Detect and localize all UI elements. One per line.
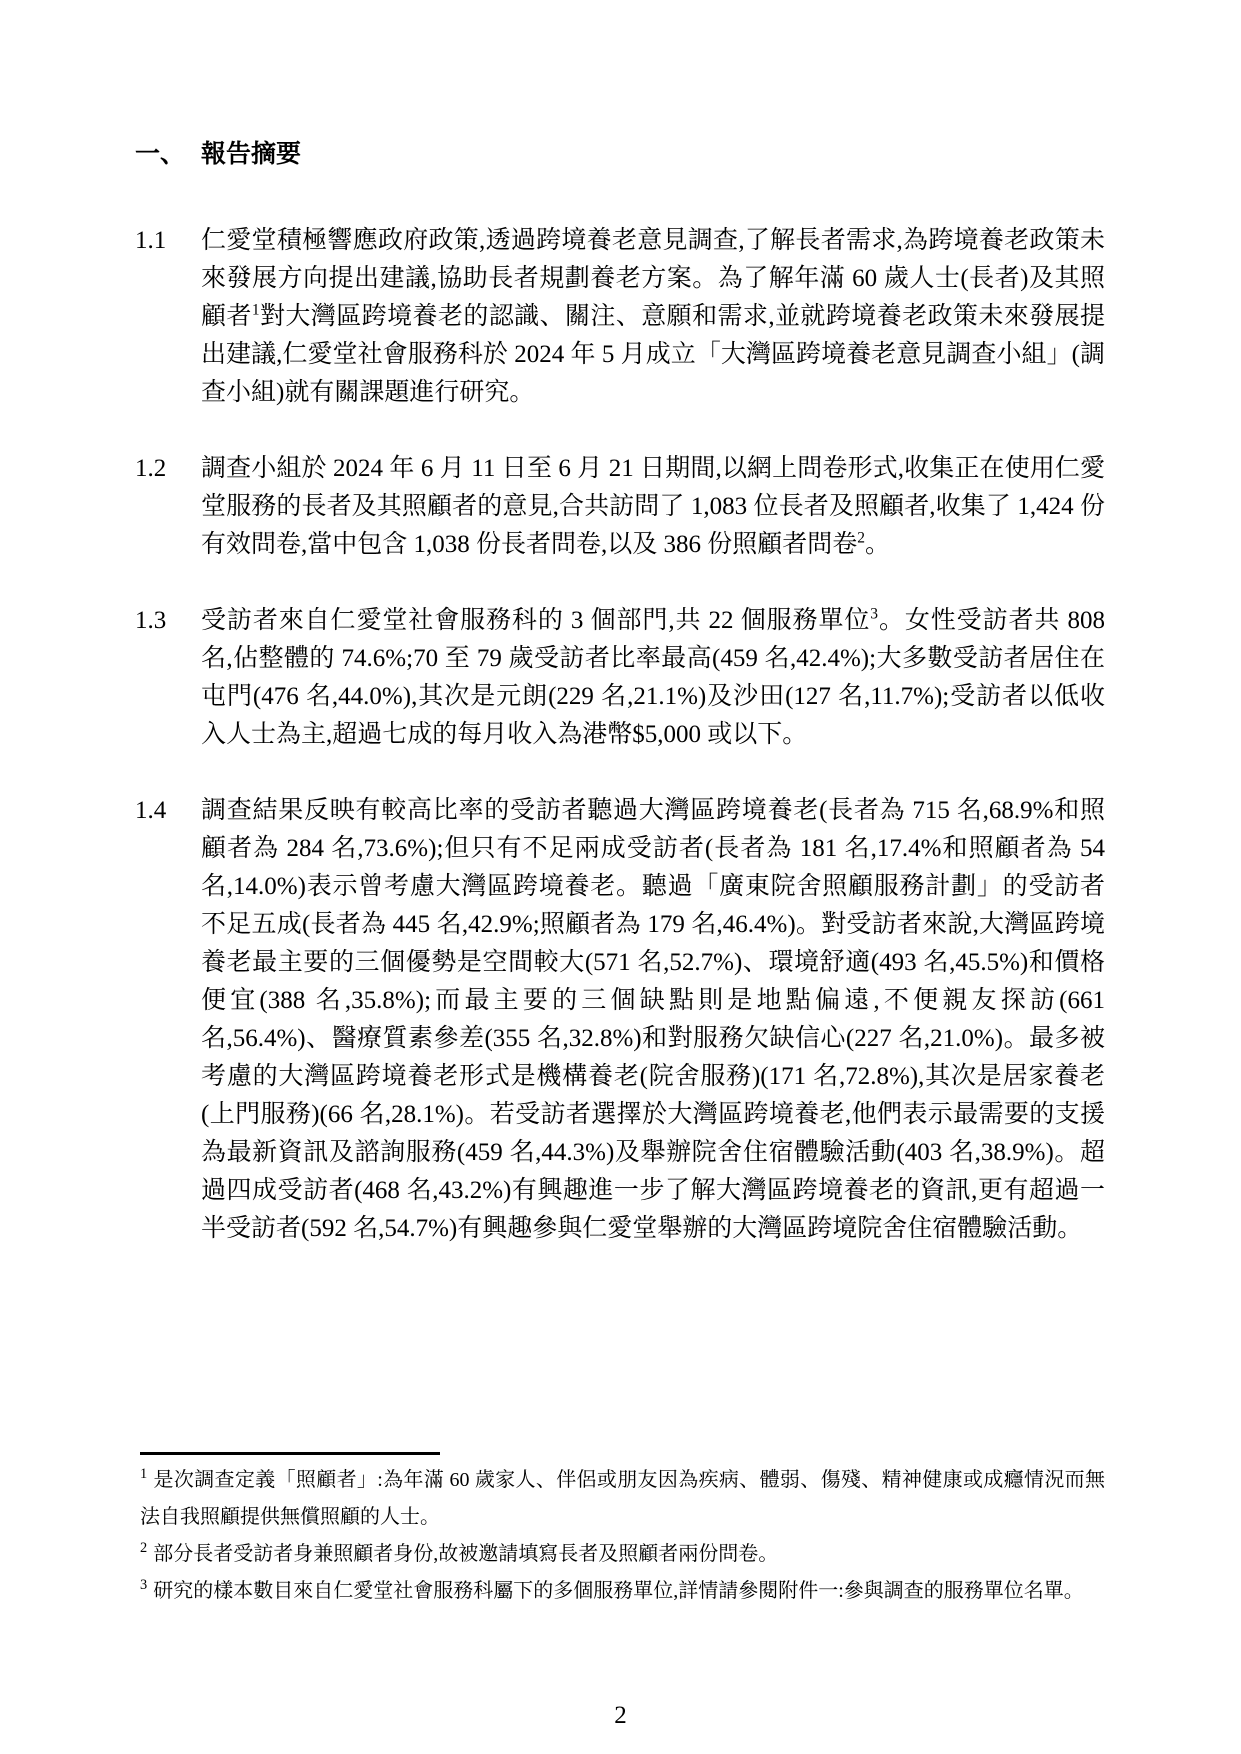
footnote-text: 部分長者受訪者身兼照顧者身份,故被邀請填寫長者及照顧者兩份問卷。 (153, 1543, 779, 1565)
paragraph-segment: 受訪者來自仁愛堂社會服務科的 3 個部門,共 22 個服務單位 (201, 607, 871, 634)
footnote-number: 2 (140, 1540, 148, 1557)
paragraph-segment: 對大灣區跨境養老的認識、關注、意願和需求,並就跨境養老政策未來發展提出建議,仁愛堂社會服務科於 2024 年 5 月成立「大灣區跨境養老意見調查小組」(調查小組)就有關課題進行研究。 (201, 303, 1105, 406)
heading-number: 一、 (135, 141, 186, 168)
paragraph-number: 1.2 (135, 455, 167, 482)
paragraph-1-1 (135, 222, 1105, 412)
paragraph-text (201, 792, 1105, 1248)
paragraph-number: 1.1 (135, 227, 167, 254)
paragraph-segment: 。 (865, 531, 891, 558)
footnote-ref-1: 1 (251, 301, 260, 319)
footnote-number: 1 (140, 1466, 148, 1483)
paragraph-text (201, 222, 1105, 412)
footnote-text: 是次調查定義「照顧者」:為年滿 60 歲家人、伴侶或朋友因為疾病、體弱、傷殘、精神健康或成癮情況而無法自我照顧提供無償照顧的人士。 (140, 1469, 1105, 1528)
paragraph-segment: 調查小組於 2024 年 6 月 11 日至 6 月 21 日期間,以網上問卷形式,收集正在使用仁愛堂服務的長者及其照顧者的意見,合共訪問了 1,083 位長者及照顧者,收集了 1,424 份有效問卷,當中包含 1,038 份長者問卷,以及 386 份照顧者問卷 (201, 455, 1105, 558)
footnote-1 (140, 1462, 1105, 1536)
paragraph-text (201, 450, 1105, 564)
page-content (135, 136, 1105, 1286)
footnote-number: 3 (140, 1577, 148, 1594)
page-number: 2 (614, 1702, 627, 1729)
footnote-ref-2: 2 (857, 529, 866, 547)
footnote-text: 研究的樣本數目來自仁愛堂社會服務科屬下的多個服務單位,詳情請參閱附件一:參與調查的服務單位名單。 (153, 1580, 1084, 1602)
paragraph-segment: 。女性受訪者共 808 名,佔整體的 74.6%;70 至 79 歲受訪者比率最高(459 名,42.4%);大多數受訪者居住在屯門(476 名,44.0%),其次是元朗(229 名,21.1%)及沙田(127 名,11.7%);受訪者以低收入人士為主,超過七成的每月收入為港幣$5,000 或以下。 (201, 607, 1105, 748)
paragraph-segment: 調查結果反映有較高比率的受訪者聽過大灣區跨境養老(長者為 715 名,68.9%和照顧者為 284 名,73.6%);但只有不足兩成受訪者(長者為 181 名,17.4%和照顧者為 54 名,14.0%)表示曾考慮大灣區跨境養老。聽過「廣東院舍照顧服務計劃」的受訪者不足五成(長者為 445 名,42.9%;照顧者為 179 名,46.4%)。對受訪者來說,大灣區跨境養老最主要的三個優勢是空間較大(571 名,52.7%)、環境舒適(493 名,45.5%)和價格便宜(388 名,35.8%);而最主要的三個缺點則是地點偏遠,不便親友探訪(661 名,56.4%)、醫療質素參差(355 名,32.8%)和對服務欠缺信心(227 名,21.0%)。最多被考慮的大灣區跨境養老形式是機構養老(院舍服務)(171 名,72.8%),其次是居家養老(上門服務)(66 名,28.1%)。若受訪者選擇於大灣區跨境養老,他們表示最需要的支援為最新資訊及諮詢服務(459 名,44.3%)及舉辦院舍住宿體驗活動(403 名,38.9%)。超過四成受訪者(468 名,43.2%)有興趣進一步了解大灣區跨境養老的資訊,更有超過一半受訪者(592 名,54.7%)有興趣參與仁愛堂舉辦的大灣區跨境院舍住宿體驗活動。 (201, 797, 1105, 1242)
paragraph-segment: 仁愛堂積極響應政府政策,透過跨境養老意見調查,了解長者需求,為跨境養老政策未來發展方向提出建議,協助長者規劃養老方案。為了解年滿 60 歲人士(長者)及其照顧者 (201, 227, 1105, 330)
heading-title: 報告摘要 (201, 141, 302, 168)
paragraph-1-2 (135, 450, 1105, 564)
footnote-3 (140, 1573, 1105, 1610)
paragraph-number: 1.3 (135, 607, 167, 634)
paragraph-number: 1.4 (135, 797, 167, 824)
report-heading (135, 136, 1105, 174)
footnote-separator (140, 1452, 440, 1455)
paragraph-1-4 (135, 792, 1105, 1248)
footnote-2 (140, 1536, 1105, 1573)
footnote-ref-3: 3 (870, 605, 879, 623)
footnotes-section (140, 1452, 1105, 1610)
paragraph-1-3 (135, 602, 1105, 754)
paragraph-text (201, 602, 1105, 754)
